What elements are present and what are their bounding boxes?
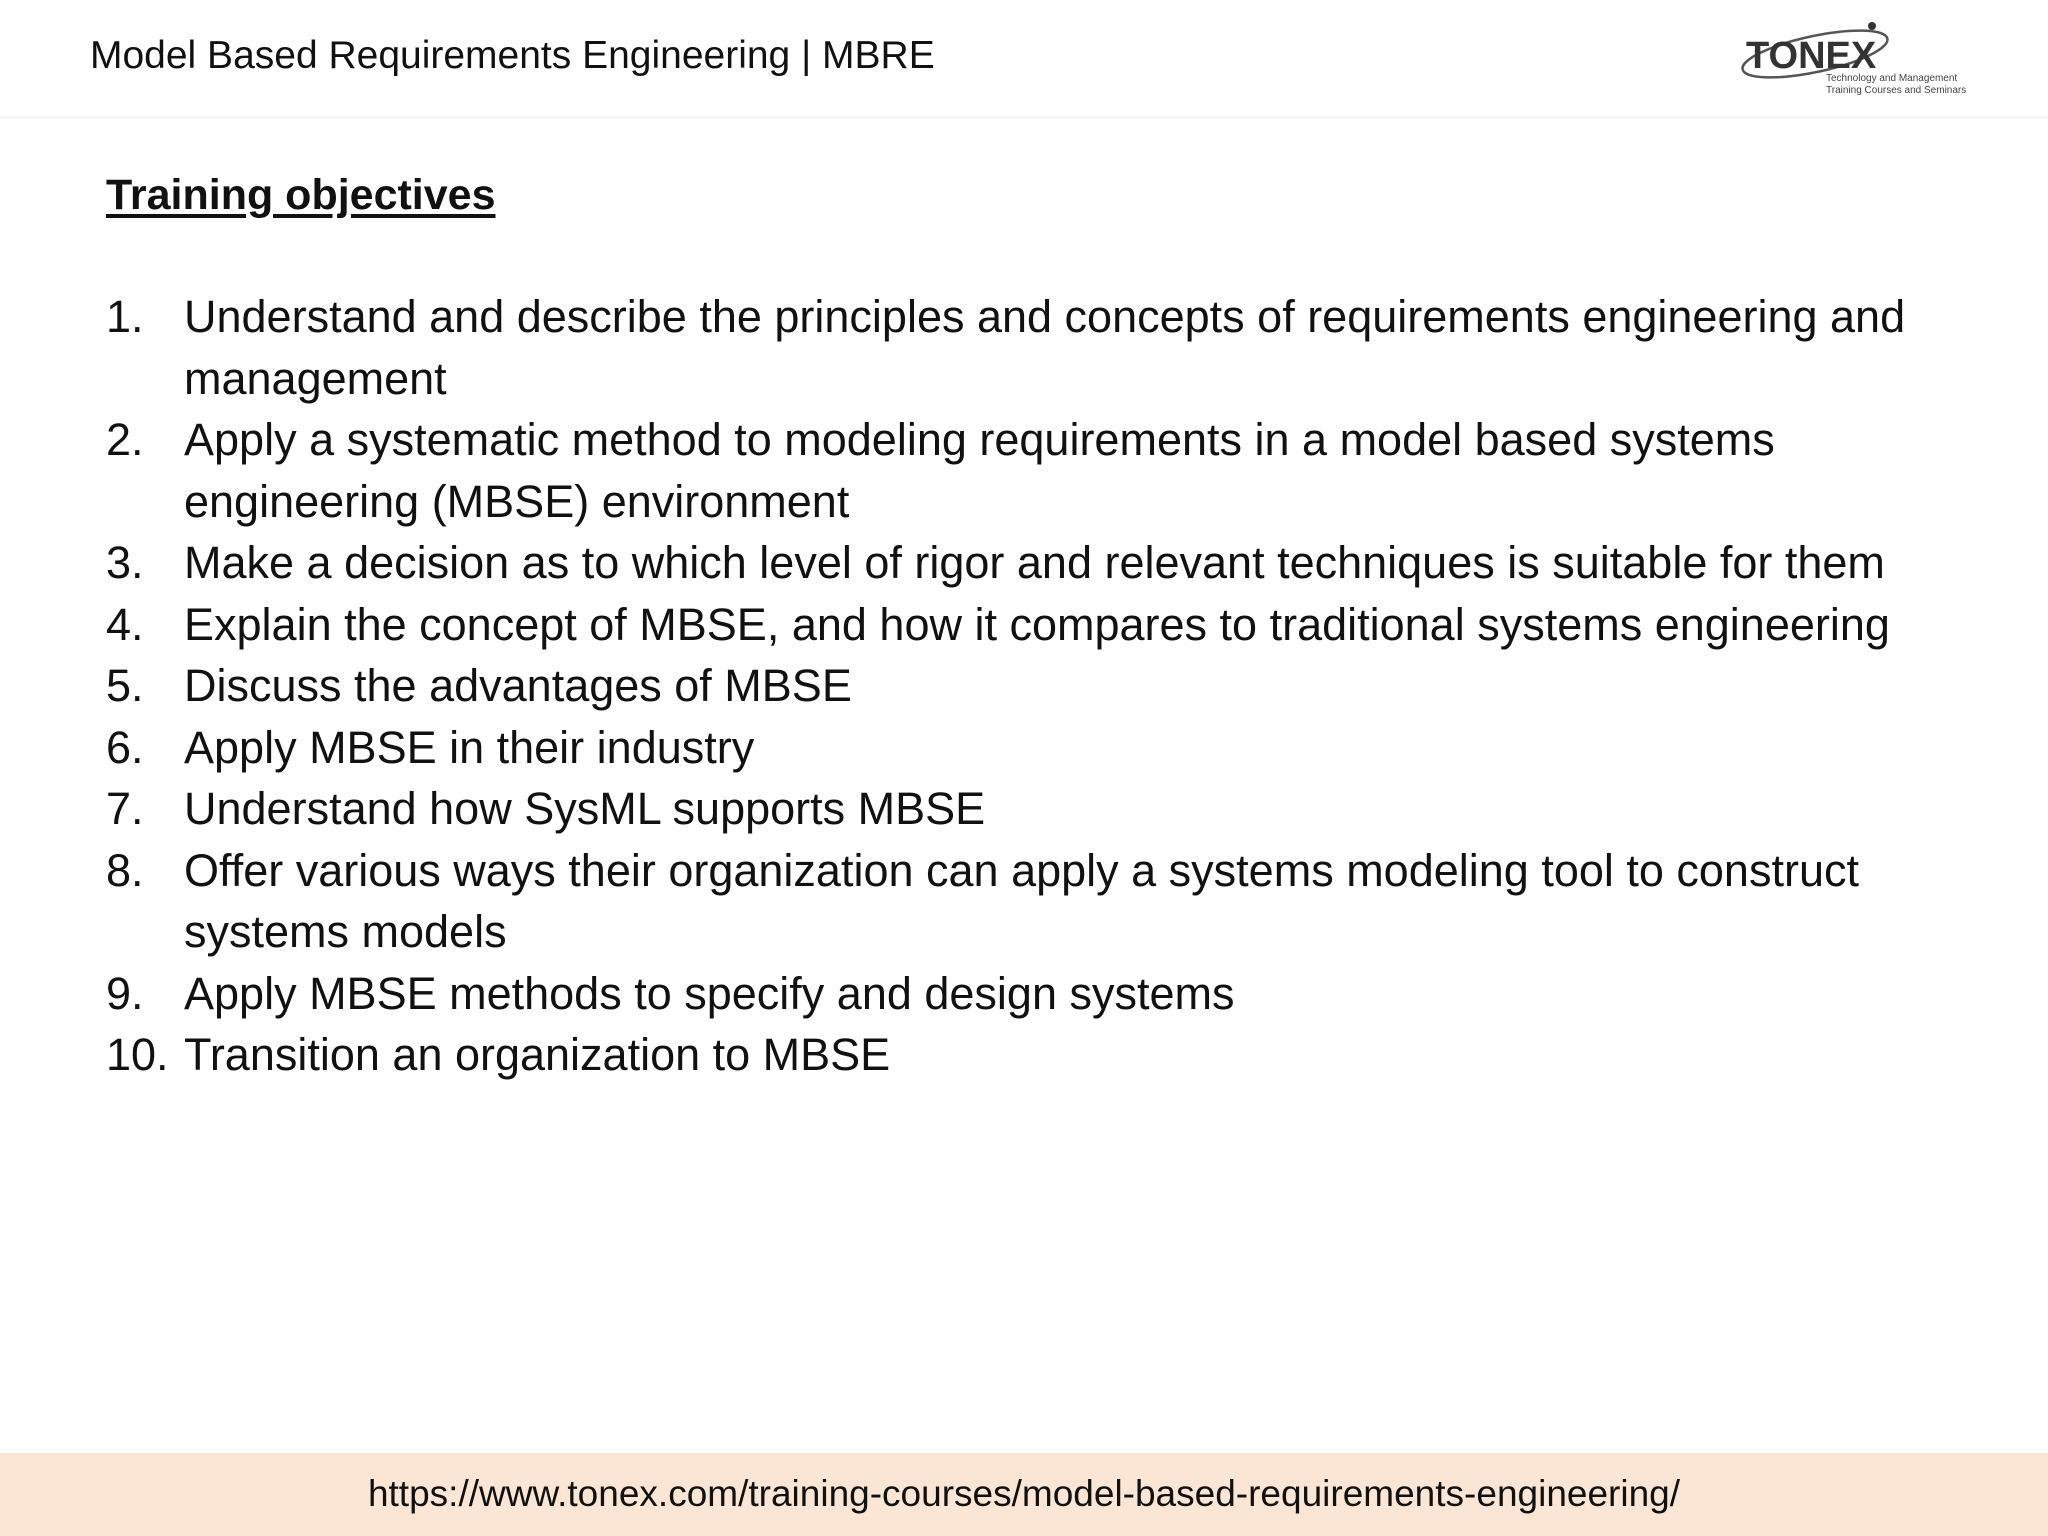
objective-number: 8. bbox=[106, 844, 144, 896]
section-title: Training objectives bbox=[106, 171, 496, 219]
objective-item bbox=[106, 594, 1986, 656]
objective-item bbox=[106, 409, 1986, 532]
logo-orbit-dot bbox=[1868, 22, 1876, 30]
objective-text: Apply MBSE methods to specify and design systems bbox=[184, 967, 1235, 1019]
objective-item bbox=[106, 655, 1986, 717]
objective-item bbox=[106, 963, 1986, 1025]
objective-number: 1. bbox=[106, 291, 144, 342]
objective-item bbox=[106, 717, 1986, 779]
objective-number: 9. bbox=[106, 967, 144, 1019]
objective-number: 2. bbox=[106, 414, 144, 465]
objective-number: 5. bbox=[106, 660, 144, 711]
slide-body bbox=[106, 166, 1986, 1086]
objective-text: Transition an organization to MBSE bbox=[184, 1029, 891, 1080]
objective-number: 6. bbox=[106, 721, 144, 773]
objective-text: Understand and describe the principles and concepts of requirements engineering and management bbox=[184, 291, 1906, 404]
logo-tagline-line2: Training Courses and Seminars bbox=[1826, 85, 1967, 96]
slide-footer bbox=[0, 1453, 2048, 1536]
slide-title: Model Based Requirements Engineering | MBRE bbox=[90, 34, 935, 77]
tonex-logo-graphic bbox=[1740, 16, 1990, 106]
objective-number: 10. bbox=[106, 1029, 169, 1080]
objective-item bbox=[106, 286, 1986, 409]
objective-text: Make a decision as to which level of rigor and relevant techniques is suitable for them bbox=[184, 537, 1885, 588]
objective-number: 3. bbox=[106, 537, 144, 588]
objective-number: 7. bbox=[106, 783, 144, 834]
objective-text: Offer various ways their organization can apply a systems modeling tool to construct systems models bbox=[184, 844, 1859, 957]
objective-item bbox=[106, 532, 1986, 594]
objective-text: Apply MBSE in their industry bbox=[184, 721, 755, 773]
logo-tagline-line1: Technology and Management bbox=[1826, 73, 1958, 84]
objective-number: 4. bbox=[106, 598, 144, 650]
footer-url: https://www.tonex.com/training-courses/model-based-requirements-engineering/ bbox=[367, 1473, 1681, 1514]
objective-item bbox=[106, 840, 1986, 963]
tonex-logo bbox=[1740, 16, 1990, 106]
slide-header bbox=[0, 0, 2048, 118]
objective-item bbox=[106, 778, 1986, 840]
objective-text: Understand how SysML supports MBSE bbox=[184, 783, 986, 834]
objective-text: Apply a systematic method to modeling requirements in a model based systems engineering (MBSE) environment bbox=[184, 414, 1775, 527]
objective-item bbox=[106, 1024, 1986, 1086]
logo-wordmark: TONEX bbox=[1746, 35, 1877, 77]
objective-text: Explain the concept of MBSE, and how it compares to traditional systems engineering bbox=[184, 598, 1890, 650]
objective-text: Discuss the advantages of MBSE bbox=[184, 660, 852, 711]
objectives-list bbox=[106, 286, 1986, 1086]
